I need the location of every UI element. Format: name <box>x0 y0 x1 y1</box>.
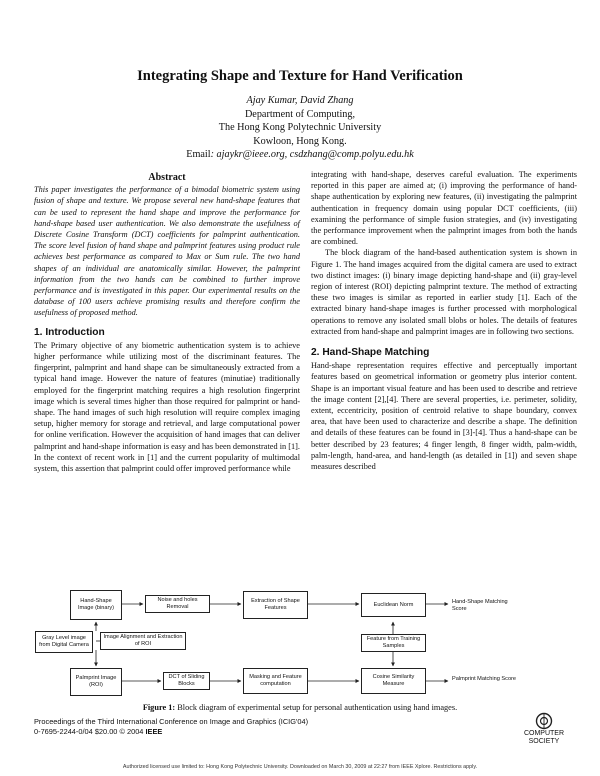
box-image-alignment: Image Alignment and Extraction of ROI <box>100 632 186 650</box>
computer-society-logo <box>514 712 574 756</box>
author-university: The Hong Kong Polytechnic University <box>218 122 382 134</box>
paper-title: Integrating Shape and Texture for Hand Verification <box>137 68 463 84</box>
introduction-body: The Primary objective of any biometric authentication system is to achieve higher performance while utilizing most of the discriminant features. The fingerprint, palmprint and hand shape can be simultaneously extracted from a typical hand image. However the nature of features (minutiae) traditionally employed for the fingerprint matching requires a high resolution fingerprint image which is several times higher than those required for palmprint or hand-shape. The hand images of such high resolution will require complex imaging setup, higher memory for storage and retrieval, and large computational power for online verification. However the acquisition of hand images that can deliver palmprint and hand-shape information is easy and has been demonstrated in [1]. In the context of recent work in [1] and the current popularity of multimodal system, this assertion that palmprint could offer improved performance while <box>34 340 300 474</box>
box-palmprint-image: Palmprint Image (ROI) <box>70 668 122 696</box>
abstract-heading: Abstract <box>148 172 186 183</box>
author-block <box>0 94 600 162</box>
computer-society-icon <box>534 712 554 730</box>
right-column <box>311 169 577 472</box>
caption-label: Figure 1: <box>142 703 176 712</box>
author-city: Kowloon, Hong Kong. <box>253 135 347 147</box>
box-extract-shape-features: Extraction of Shape Features <box>243 591 308 619</box>
proceedings-footer <box>34 717 308 737</box>
author-email[interactable]: : ajaykr@ieee.org, csdzhang@comp.polyu.edu.hk <box>210 149 414 161</box>
right-paragraph-1: integrating with hand-shape, deserves careful evaluation. The experiments reported in this paper are aimed at; (i) improving the performance of hand-shape authentication by exploring new features, (ii) investigating the palmprint authentication in frequency domain using popular DCT coefficients, (iii) examining the performance of simple fusion strategies, and (iv) investigating the performance improvement when the palmprint images from both the hands are combined. <box>311 170 577 247</box>
author-names: Ajay Kumar, David Zhang <box>246 95 354 106</box>
box-dct-sliding-blocks: DCT of Sliding Blocks <box>163 672 210 690</box>
box-hand-shape-image: Hand-Shape Image (binary) <box>70 590 122 620</box>
email-label: Email <box>186 149 211 161</box>
box-masking-feature: Masking and Feature computation <box>243 668 308 694</box>
hand-shape-heading: 2. Hand-Shape Matching <box>311 347 430 359</box>
palmprint-matching-score: Palmprint Matching Score <box>452 676 517 682</box>
isbn-text: 0-7695-2244-0/04 $20.00 © 2004 <box>34 727 146 736</box>
logo-line-2: SOCIETY <box>528 737 560 745</box>
box-euclidean-norm: Euclidean Norm <box>361 593 426 617</box>
right-paragraph-3: Hand-shape representation requires effective and perceptually important features based on geometrical information or geometry plus interior content. Shape is an important visual feature and has been used to describe and retrieve the image content [2],[4]. There are several properties, i.e. perimeter, solidity, extent, eccentricity, position of centroid relative to shape boundary, convex area, that have been used to characterize and describe a shape. The definition and details of these features can be found in [3]-[4]. Thus a hand-shape can be better described by 23 features; 4 finger length, 8 finger width, palm-width, palm-length, hand-area, and hand-length (as detailed in [1]) and seven shape measures described <box>311 361 577 472</box>
logo-line-1: COMPUTER <box>523 730 565 737</box>
ieee-text: IEEE <box>145 727 163 736</box>
hand-shape-matching-score: Hand-Shape Matching Score <box>452 599 508 612</box>
license-notice: Authorized licensed use limited to: Hong Kong Polytechnic University. Downloaded on March 30, 2009 at 22:27 from IEEE Xplore. Restrictions apply. <box>122 764 478 770</box>
box-cosine-similarity: Cosine Similarity Measure <box>361 668 426 694</box>
proceedings-line: Proceedings of the Third International Conference on Image and Graphics (ICIG'04) <box>34 717 309 726</box>
author-email-line <box>0 148 600 162</box>
left-column <box>34 172 300 474</box>
box-noise-removal: Noise and holes Removal <box>145 595 210 613</box>
right-paragraph-2: The block diagram of the hand-based authentication system is shown in Figure 1. The hand images acquired from the digital camera are used to extract two distinct images: (i) binary image depicting hand-shape and (ii) gray-level region of interest (ROI) depicting palmprint texture. The method of extracting these two images is similar as reported in earlier study [1]. Each of the extracted binary hand-shape images is further processed with morphological operations to remove any isolated small blobs or holes. The details of features extracted from hand-shape and palmprint images are in following two sections. <box>311 248 577 336</box>
box-training-features: Feature from Training Samples <box>361 634 426 652</box>
author-department: Department of Computing, <box>244 108 356 120</box>
caption-text: Block diagram of experimental setup for personal authentication using hand images. <box>175 703 458 712</box>
figure-caption <box>0 703 600 712</box>
isbn-line <box>34 727 308 737</box>
abstract-body: This paper investigates the performance of a bimodal biometric system using fusion of shape and texture. We propose several new hand-shape features that can be used to represent the hand shape and improve the performance for hand-shape based user authentication. We also demonstrate the usefulness of Discrete Cosine Transform (DCT) coefficients for palmprint authentication. The score level fusion of hand shape and palmprint features using product rule achieves best performance as compared to Max or Sum rule. The two hand shapes of an individual are anatomically similar. However, the palmprint information from the two hands can be combined to further improve performance and is investigated in this paper. Our experimental results on the database of 100 users achieve promising results and therefore confirm the usefulness of proposed method. <box>34 185 300 318</box>
box-gray-level-image: Gray Level image from Digital Camera <box>35 631 93 653</box>
introduction-heading: 1. Introduction <box>34 326 105 338</box>
